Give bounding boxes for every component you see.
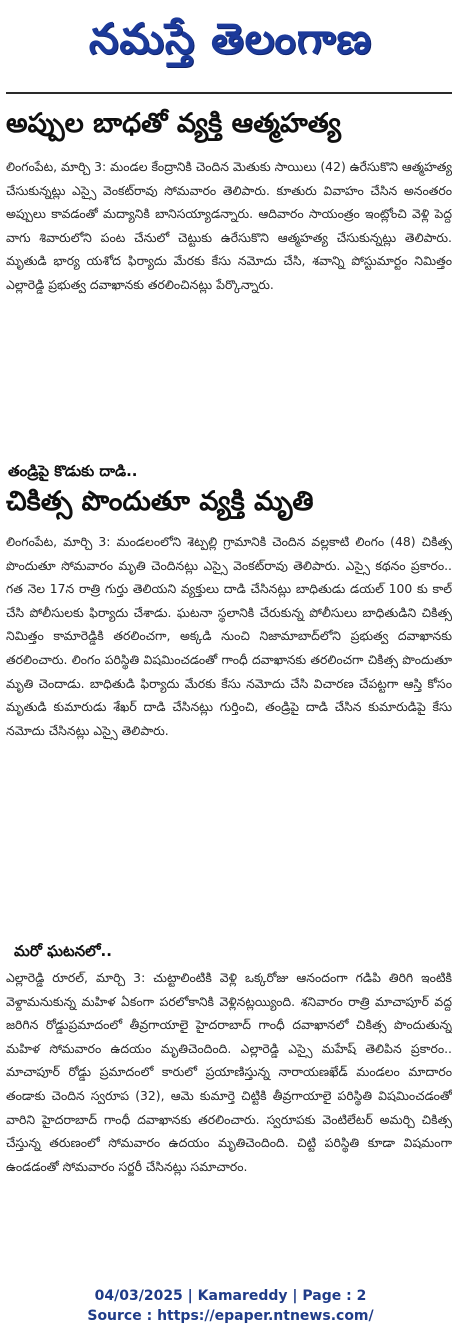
newspaper-logo: నమస్తే తెలంగాణ: [88, 14, 373, 63]
article-3-body: ఎల్లారెడ్డి రూరల్, మార్చి 3: చుట్టాలింటికి వెళ్లి ఒక్కరోజు ఆనందంగా గడిపి తిరిగి ఇంటికి వెళ్దామనుకున్న మహిళ ఏకంగా పరలోకానికి వెళ్లినట్లయ్యింది. శనివారం రాత్రి మాచాపూర్ వద్ద జరిగిన రోడ్డుప్రమాదంలో తీవ్రగాయాలై హైదరాబాద్ గాంధీ దవాఖానలో చికిత్స పొందుతున్న మహిళ సోమవారం ఉదయం మృతిచెందింది. ఎల్లారెడ్డి ఎస్సై మహేష్ తెలిపిన ప్రకారం.. మాచాపూర్ రోడ్డు ప్రమాదంలో కారులో ప్రయాణిస్తున్న నారాయణఖేడ్ మండలం మాదారం తండాకు చెందిన స్వరూప (32), ఆమె కుమార్తె చిట్టికి తీవ్రగాయాలై పరిస్థితి విషమించడంతో వారిని హైదరాబాద్ గాంధీ దవాఖానకు తరలించారు. స్వరూపకు వెంటిలేటర్ అమర్చి చికిత్స చేస్తున్న తరుణంలో సోమవారం ఉదయం మృతిచెందింది. చిట్టి పరిస్థితి కూడా విషమంగా ఉండడంతో సోమవారం సర్జరీ చేసినట్లు సమాచారం.: [6, 970, 452, 1174]
article-2-kicker: తండ్రిపై కొడుకు దాడి..: [8, 462, 138, 480]
footer-source: Source : https://epaper.ntnews.com/: [87, 1308, 374, 1324]
masthead: [0, 8, 461, 80]
article-1-headline: అప్పుల బాధతో వ్యక్తి ఆత్మహత్య: [6, 108, 341, 139]
article-1-body: లింగంపేట, మార్చి 3: మండల కేంద్రానికి చెందిన మెతుకు సాయిలు (42) ఉరేసుకొని ఆత్మహత్య చేసుకున్నట్లు ఎస్సై వెంకట్‌రావు సోమవారం తెలిపారు. కూతురు వివాహం చేసిన అనంతరం అప్పులు కావడంతో మద్యానికి బానిసయ్యాడన్నారు. ఆదివారం సాయంత్రం ఇంట్లోంచి వెళ్లి పెద్ద వాగు శివారులోని పంట చేనులో చెట్టుకు ఉరేసుకొని ఆత్మహత్య చేసుకున్నట్లు తెలిపారు. మృతుడి భార్య యశోద ఫిర్యాదు మేరకు కేసు నమోదు చేసి, శవాన్ని పోస్టుమార్టం నిమిత్తం ఎల్లారెడ్డి ప్రభుత్వ దవాఖానకు తరలించినట్లు పేర్కొన్నారు.: [6, 159, 452, 292]
article-2-body: లింగంపేట, మార్చి 3: మండలంలోని శెట్పల్లి గ్రామానికి చెందిన వల్లకాటి లింగం (48) చికిత్స పొందుతూ సోమవారం మృతి చెందినట్లు ఎస్సై వెంకట్‌రావు తెలిపారు. ఎస్సై కథనం ప్రకారం.. గత నెల 17న రాత్రి గుర్తు తెలియని వ్యక్తులు దాడి చేసినట్లు బాధితుడు డయల్ 100 కు కాల్ చేసి పోలీసులకు ఫిర్యాదు చేశాడు. ఘటనా స్థలానికి చేరుకున్న పోలీసులు బాధితుడిని చికిత్స నిమిత్తం కామారెడ్డికి తరలించగా, అక్కడి నుంచి నిజామాబాద్‌లోని ప్రభుత్వ దవాఖానకు తరలించారు. లింగం పరిస్థితి విషమించడంతో గాంధీ దవాఖానకు తరలించగా చికిత్స పొందుతూ మృతి చెందాడు. బాధితుడి ఫిర్యాదు మేరకు కేసు నమోదు చేసి విచారణ చేపట్టగా ఆస్తి కోసం మృతుడి కుమారుడు శేఖర్ దాడి చేసినట్లు గుర్తించి, తండ్రిపై దాడి చేసిన కుమారుడిపై కేసు నమోదు చేసినట్లు ఎస్సై తెలిపారు.: [6, 534, 452, 738]
divider: [6, 92, 452, 94]
article-2-headline: చికిత్స పొందుతూ వ్యక్తి మృతి: [6, 486, 314, 517]
article-3-kicker: మరో ఘటనలో..: [14, 942, 112, 960]
footer-date-edition: 04/03/2025 | Kamareddy | Page : 2: [94, 1288, 367, 1304]
